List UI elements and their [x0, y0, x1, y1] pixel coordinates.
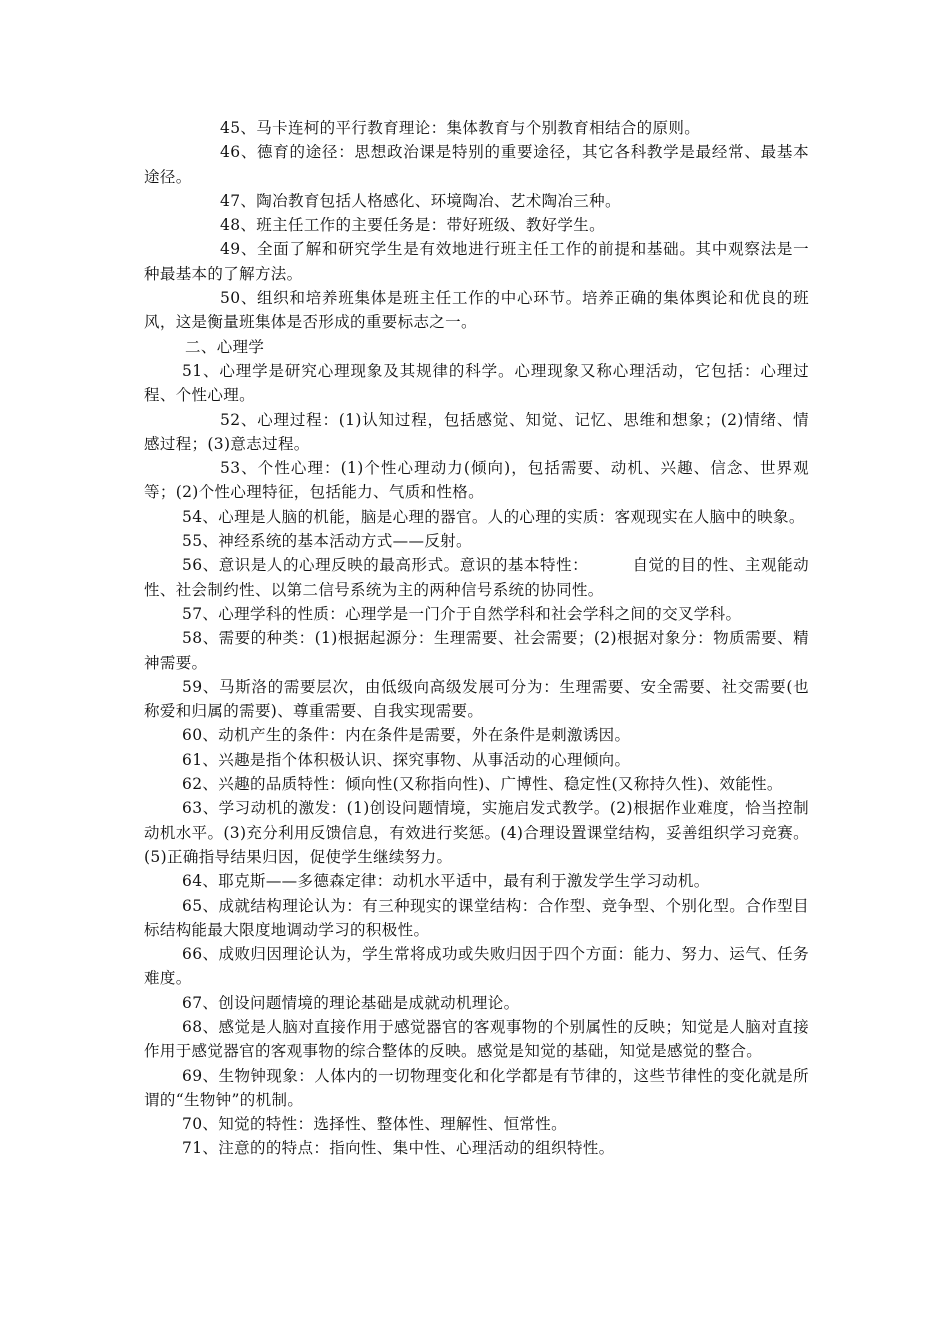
paragraph-46: 46、德育的途径：思想政治课是特别的重要途径，其它各科教学是最经常、最基本途径。 [144, 143, 809, 186]
paragraph-51: 51、心理学是研究心理现象及其规律的科学。心理现象又称心理活动，它包括：心理过程、个性心理。 [144, 361, 809, 405]
paragraph-58: 58、需要的种类：(1)根据起源分：生理需要、社会需要；(2)根据对象分：物质需要、精神需要。 [144, 629, 809, 672]
paragraph-45: 45、马卡连柯的平行教育理论：集体教育与个别教育相结合的原则。 [220, 119, 701, 137]
section-heading-psychology: 二、心理学 [185, 337, 265, 356]
paragraph-56-part-a: 56、意识是人的心理反映的最高形式。意识的基本特性： [182, 556, 589, 575]
paragraph-69: 69、生物钟现象：人体内的一切物理变化和化学都是有节律的，这些节律性的变化就是所谓的“生物钟”的机制。 [144, 1066, 809, 1109]
paragraph-55: 55、神经系统的基本活动方式——反射。 [182, 532, 472, 551]
paragraph-52: 52、心理过程：(1)认知过程，包括感觉、知觉、记忆、思维和想象；(2)情绪、情感过程；(3)意志过程。 [144, 410, 809, 453]
paragraph-56-part-b: 自觉的目的性、主观能动性、社会制约性、以第二信号系统为主的两种信号系统的协同性。 [144, 556, 809, 599]
paragraph-49: 49、全面了解和研究学生是有效地进行班主任工作的前提和基础。其中观察法是一种最基本的了解方法。 [144, 240, 809, 283]
paragraph-50: 50、组织和培养班集体是班主任工作的中心环节。培养正确的集体舆论和优良的班风，这是衡量班集体是否形成的重要标志之一。 [144, 289, 809, 332]
paragraph-71: 71、注意的的特点：指向性、集中性、心理活动的组织特性。 [182, 1139, 615, 1158]
paragraph-67: 67、创设问题情境的理论基础是成就动机理论。 [182, 993, 520, 1012]
document-body [144, 116, 809, 1161]
paragraph-64: 64、耶克斯——多德森定律：动机水平适中，最有利于激发学生学习动机。 [182, 872, 710, 891]
paragraph-54: 54、心理是人脑的机能，脑是心理的器官。人的心理的实质：客观现实在人脑中的映象。 [182, 507, 805, 526]
paragraph-65: 65、成就结构理论认为：有三种现实的课堂结构：合作型、竞争型、个别化型。合作型目标结构能最大限度地调动学习的积极性。 [144, 896, 809, 939]
paragraph-48: 48、班主任工作的主要任务是：带好班级、教好学生。 [220, 216, 605, 235]
paragraph-53: 53、个性心理：(1)个性心理动力(倾向)，包括需要、动机、兴趣、信念、世界观等；(2)个性心理特征，包括能力、气质和性格。 [144, 459, 809, 502]
paragraph-70: 70、知觉的特性：选择性、整体性、理解性、恒常性。 [182, 1115, 567, 1134]
paragraph-56 [144, 553, 809, 602]
paragraph-59: 59、马斯洛的需要层次，由低级向高级发展可分为：生理需要、安全需要、社交需要(也称爱和归属的需要)、尊重需要、自我实现需要。 [144, 677, 809, 721]
paragraph-68: 68、感觉是人脑对直接作用于感觉器官的客观事物的个别属性的反映；知觉是人脑对直接作用于感觉器官的客观事物的综合整体的反映。感觉是知觉的基础，知觉是感觉的整合。 [144, 1017, 809, 1061]
paragraph-61: 61、兴趣是指个体积极认识、探究事物、从事活动的心理倾向。 [182, 750, 631, 769]
paragraph-57: 57、心理学科的性质：心理学是一门介于自然学科和社会学科之间的交叉学科。 [182, 604, 742, 623]
paragraph-60: 60、动机产生的条件：内在条件是需要，外在条件是刺激诱因。 [182, 726, 631, 745]
paragraph-63: 63、学习动机的激发：(1)创设问题情境，实施启发式教学。(2)根据作业难度，恰当控制动机水平。(3)充分利用反馈信息，有效进行奖惩。(4)合理设置课堂结构，妥善组织学习竞赛。(5)正确指导结果归因，促使学生继续努力。 [144, 799, 809, 866]
paragraph-66: 66、成败归因理论认为，学生常将成功或失败归因于四个方面：能力、努力、运气、任务难度。 [144, 945, 809, 988]
paragraph-62: 62、兴趣的品质特性：倾向性(又称指向性)、广博性、稳定性(又称持久性)、效能性。 [182, 775, 783, 794]
paragraph-47: 47、陶冶教育包括人格感化、环境陶冶、艺术陶冶三种。 [220, 191, 621, 210]
